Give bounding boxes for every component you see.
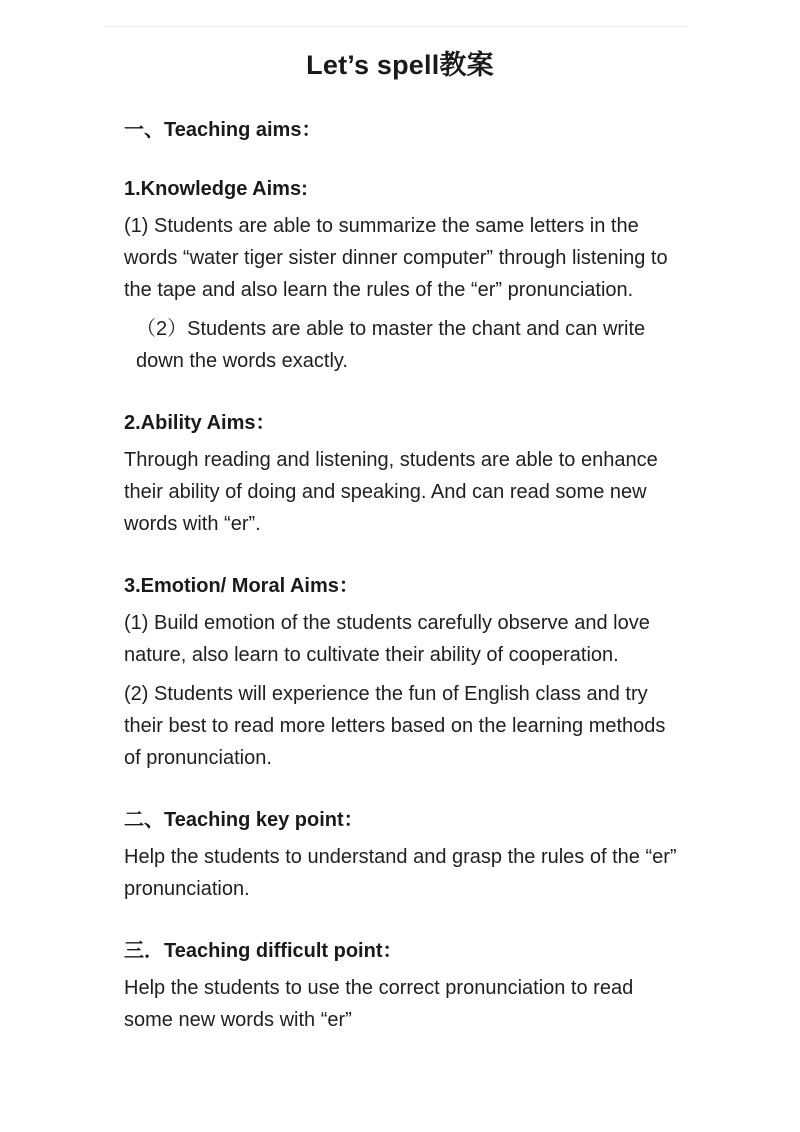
difficult-point-text: Help the students to use the correct pronunciation to read some new words with “er”	[124, 977, 634, 1031]
page-title: Let’s spell教案	[306, 50, 494, 81]
ability-aim-text: Through reading and listening, students are able to enhance their ability of doing and speaking. And can read some new words with “er”.	[124, 449, 658, 535]
subheading-knowledge-aims: 1.Knowledge Aims:	[124, 178, 308, 200]
key-point-text: Help the students to understand and grasp the rules of the “er” pronunciation.	[124, 846, 677, 900]
emotion-aim-item-1: (1) Build emotion of the students carefully observe and love nature, also learn to cultivate their ability of cooperation.	[124, 612, 650, 666]
top-divider	[104, 26, 688, 27]
knowledge-aim-item-2: （2）Students are able to master the chant and can write down the words exactly.	[136, 318, 646, 372]
section-heading-key-point: 二、Teaching key point：	[124, 809, 364, 831]
section-heading-teaching-aims: 一、Teaching aims：	[124, 119, 322, 141]
subheading-emotion-moral-aims: 3.Emotion/ Moral Aims：	[124, 575, 359, 597]
document-body	[124, 116, 684, 1036]
section-heading-difficult-point: 三．Teaching difficult point：	[124, 940, 403, 962]
subheading-ability-aims: 2.Ability Aims：	[124, 412, 276, 434]
emotion-aim-item-2: (2) Students will experience the fun of English class and try their best to read more letters based on the learning methods of pronunciation.	[124, 683, 666, 769]
knowledge-aim-item-1: (1) Students are able to summarize the same letters in the words “water tiger sister dinner computer” through listening to the tape and also learn the rules of the “er” pronunciation.	[124, 215, 668, 301]
